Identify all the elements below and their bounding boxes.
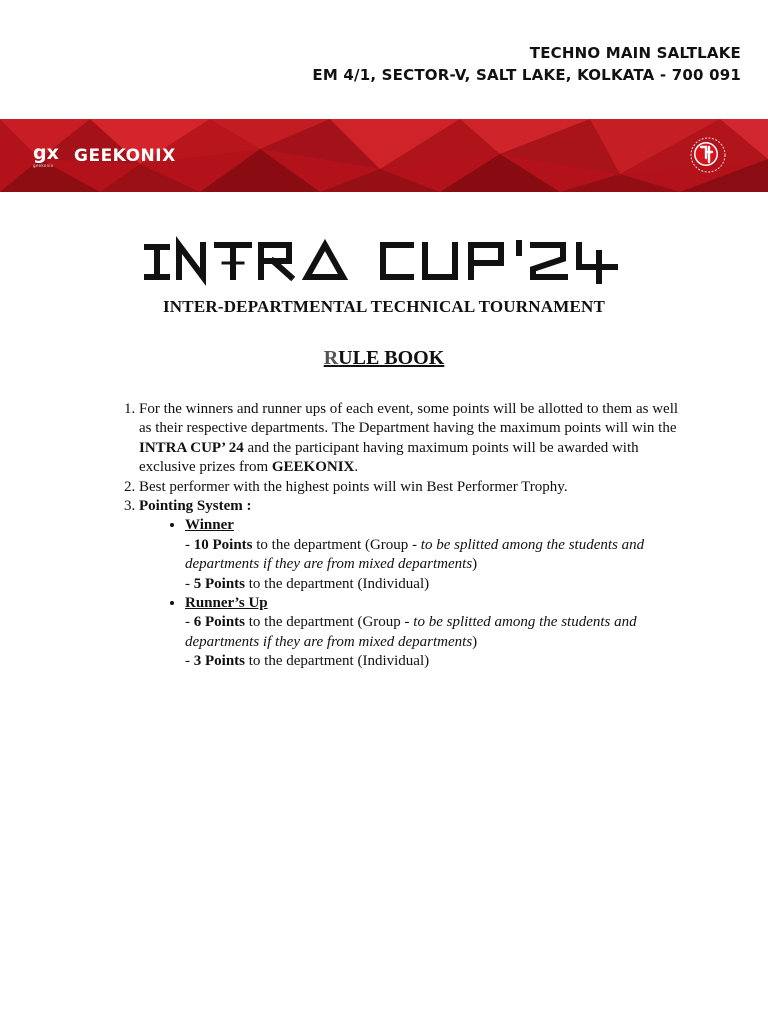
geekonix-logo-mark xyxy=(33,143,63,168)
rule-1-period: . xyxy=(354,459,359,476)
runner-dash-2: - xyxy=(185,653,194,670)
rules-list xyxy=(112,400,692,672)
intra-cup-title-graphic xyxy=(139,233,629,289)
winner-individual-points: 5 Points xyxy=(193,575,246,592)
tournament-subtitle: INTER-DEPARTMENTAL TECHNICAL TOURNAMENT xyxy=(162,297,606,316)
institution-address xyxy=(312,42,741,86)
winner-dash-2: - xyxy=(185,575,194,592)
geekonix-brand xyxy=(33,143,176,168)
rule-1-sponsor: GEEKONIX xyxy=(271,459,355,476)
winner-dash-1: - xyxy=(185,536,194,553)
points-list xyxy=(139,516,692,671)
runner-dash-1: - xyxy=(185,614,194,631)
rule-book-first-letter: R xyxy=(323,347,339,369)
runner-group-note: to be splitted among the students and departments if they are from mixed departments xyxy=(185,614,637,650)
points-runner-up xyxy=(185,594,692,672)
winner-label: Winner xyxy=(185,517,234,534)
brand-name: GEEKONIX xyxy=(74,145,176,166)
winner-group-text: to the department (Group - xyxy=(252,536,421,553)
points-winner xyxy=(185,516,692,594)
winner-group-close: ) xyxy=(472,556,478,573)
rule-item-1 xyxy=(139,400,692,478)
winner-group-points: 10 Points xyxy=(193,536,253,553)
runner-up-label: Runner’s Up xyxy=(185,595,268,612)
rule-item-2: 2. Best performer with the highest points will win Best Performer Trophy. xyxy=(139,478,692,497)
runner-individual-points: 3 Points xyxy=(193,653,246,670)
rule-1-text-a: For the winners and runner ups of each event, some points will be allotted to them as well as their respective departments. The Department having the maximum points will win the xyxy=(139,401,679,437)
winner-group-note: to be splitted among the students and departments if they are from mixed departments xyxy=(185,536,645,573)
address-line-1: TECHNO MAIN SALTLAKE xyxy=(529,44,741,62)
rule-book-heading xyxy=(0,347,768,370)
winner-individual-text: to the department (Individual) xyxy=(245,575,430,592)
pointing-system-heading: Pointing System : xyxy=(139,498,252,515)
rules-content xyxy=(112,400,692,672)
techno-main-logo-icon xyxy=(686,133,728,177)
logo-mark-text: gx xyxy=(33,142,59,164)
runner-group-close: ) xyxy=(472,633,478,650)
rule-item-3 xyxy=(139,497,692,672)
rule-book-rest: ULE BOOK xyxy=(338,347,445,369)
runner-group-points: 6 Points xyxy=(193,614,246,631)
rule-1-text-c: and the participant having maximum points will be awarded with exclusive prizes from xyxy=(139,439,639,476)
runner-group-text: to the department (Group - xyxy=(245,614,414,631)
logo-mark-subtext: geekonix xyxy=(33,163,54,168)
event-title xyxy=(0,233,768,294)
geekonix-banner xyxy=(0,119,768,192)
runner-individual-text: to the department (Individual) xyxy=(245,653,430,670)
rule-1-cup-name: INTRA CUP’ 24 xyxy=(139,439,244,456)
address-line-2: EM 4/1, SECTOR-V, SALT LAKE, KOLKATA - 700 091 xyxy=(312,66,741,84)
